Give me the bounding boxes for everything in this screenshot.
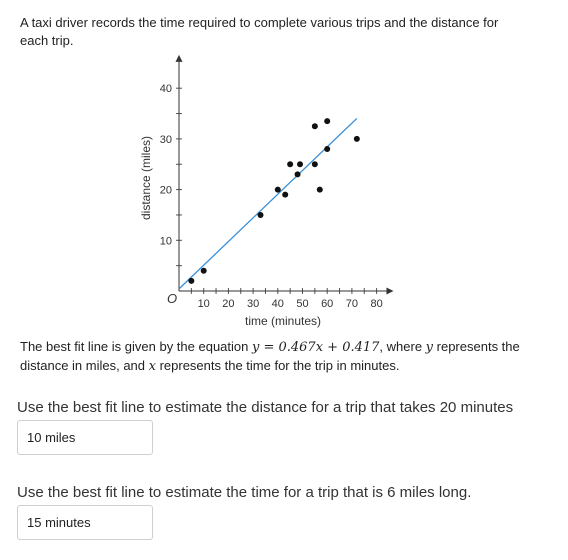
data-point: [297, 161, 303, 167]
y-axis-arrow: [176, 55, 183, 62]
equation-mid-2: represents the distance in miles, and: [20, 339, 520, 373]
data-point: [354, 136, 360, 142]
x-tick-label: 30: [246, 298, 260, 310]
data-point: [258, 212, 264, 218]
data-point: [201, 268, 207, 274]
question-1-text: Use the best fit line to estimate the distance for a trip that takes 20 minutes: [17, 399, 514, 416]
data-point: [324, 146, 330, 152]
equation-var-y: y: [425, 340, 434, 355]
data-point: [275, 187, 281, 193]
x-tick-label: 80: [370, 298, 383, 310]
x-tick-label: 20: [222, 298, 235, 310]
x-axis-label: time (minutes): [244, 314, 322, 328]
data-point: [295, 171, 301, 177]
y-tick-label: 40: [159, 83, 172, 96]
data-point: [282, 192, 288, 198]
equation-mid-1: , where: [379, 339, 426, 354]
y-tick-label: 20: [159, 184, 172, 197]
equation-var-x: x: [148, 359, 156, 374]
data-point: [312, 123, 318, 129]
question-1-answer-input[interactable]: [17, 420, 153, 455]
equation-prefix: The best fit line is given by the equation: [20, 339, 252, 354]
equation-suffix: represents the time for the trip in minutes.: [155, 358, 400, 373]
data-point: [312, 161, 318, 167]
question-2-text: Use the best fit line to estimate the time for a trip that is 6 miles long.: [17, 484, 472, 501]
data-point: [317, 187, 323, 193]
y-axis-label: distance (miles): [139, 135, 153, 221]
data-point: [287, 161, 293, 167]
x-axis-arrow: [386, 288, 393, 295]
origin-label: O: [167, 291, 178, 306]
best-fit-line: [179, 118, 357, 288]
question-2-answer-input[interactable]: [17, 505, 153, 540]
x-tick-label: 10: [197, 298, 210, 310]
x-tick-label: 50: [296, 298, 309, 310]
data-point: [188, 278, 194, 284]
x-tick-label: 70: [345, 298, 359, 310]
problem-intro: A taxi driver records the time required to complete various trips and the distance for each trip.: [20, 15, 499, 48]
y-tick-label: 30: [159, 133, 172, 146]
data-point: [324, 118, 330, 124]
equation-text: [20, 338, 550, 376]
best-fit-equation: y = 0.467x + 0.417: [251, 340, 380, 355]
x-tick-label: 60: [321, 298, 334, 310]
x-tick-label: 40: [271, 298, 284, 310]
y-tick-label: 10: [159, 235, 172, 248]
